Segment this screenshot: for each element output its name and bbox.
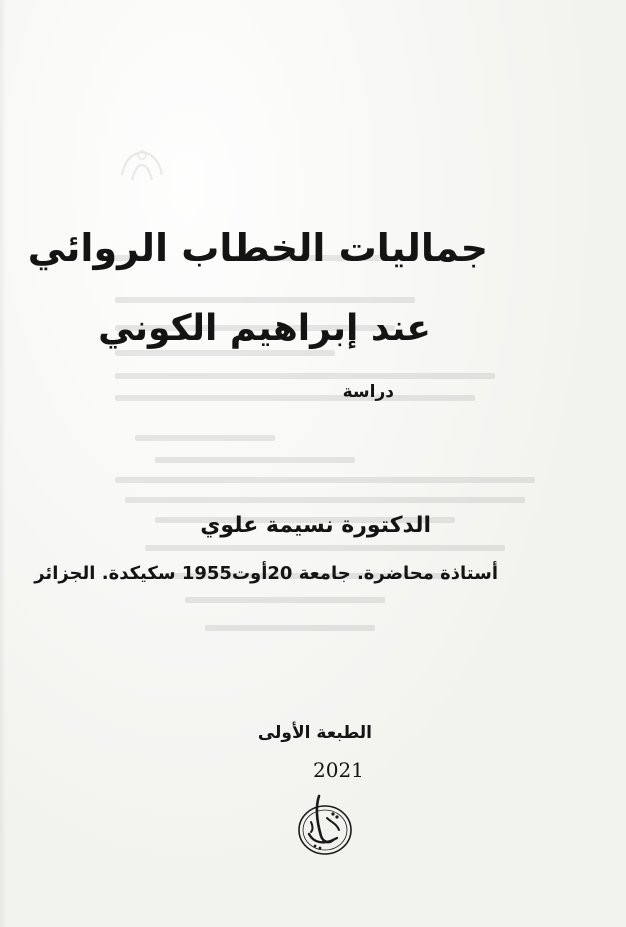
page-edge-shadow (0, 0, 6, 927)
book-title-line-2: عند إبراهيم الكوني (98, 308, 431, 349)
edition-label: الطبعة الأولى (257, 723, 372, 743)
author-affiliation: أستاذة محاضرة. جامعة 20أوت1955 سكيكدة. الجزائر (34, 563, 498, 584)
author-name: الدكتورة نسيمة علوي (200, 513, 431, 538)
publication-year: 2021 (313, 758, 364, 782)
bleed-through-ornament (112, 135, 172, 195)
publisher-logo-icon (293, 792, 357, 860)
book-title-line-1: جماليات الخطاب الروائي (27, 226, 488, 270)
book-genre: دراسة (342, 382, 394, 402)
